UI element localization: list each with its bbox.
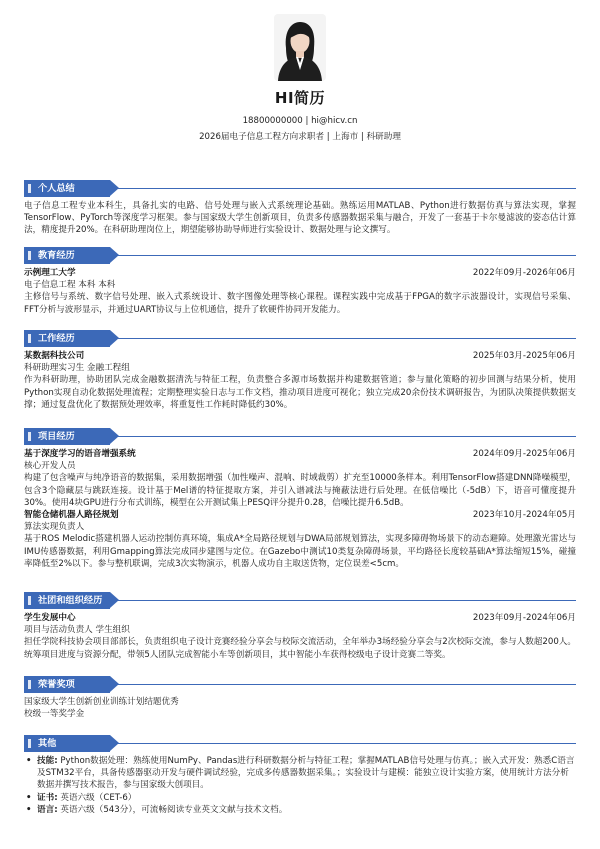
resume-header — [0, 14, 600, 143]
entry-date: 2022年09月-2026年06月 — [472, 268, 576, 278]
other-list — [24, 755, 576, 816]
section-marker-icon — [28, 432, 31, 441]
section-marker-icon — [28, 251, 31, 260]
section-title: 个人总结 — [24, 180, 110, 197]
section-header — [24, 330, 576, 347]
section-marker-icon — [28, 596, 31, 605]
entry-description: 构建了包含噪声与纯净语音的数据集，采用数据增强（加性噪声、混响、时域裁剪）扩充至10000条样本。利用TensorFlow搭建DNN降噪模型，包含3个隐藏层与跳跃连接。设计基于Mel谱的特征提取方案，并引入谱减法与掩蔽法进行后处理。在低信噪比（-5dB）下，语音可懂度提升30%。使用4块GPU进行分布式训练，模型在公开测试集上PESQ评分提升0.28，信噪比提升6.5dB。 — [24, 473, 576, 508]
section-work — [24, 330, 576, 411]
organization-name: 学生发展中心 — [24, 613, 76, 623]
section-other — [24, 735, 576, 816]
awards-list — [24, 696, 576, 720]
section-title: 荣誉奖项 — [24, 676, 110, 693]
item-label: 语言: — [37, 804, 58, 815]
degree-info: 电子信息工程 本科 本科 — [24, 280, 116, 291]
company-name: 某数据科技公司 — [24, 351, 85, 361]
item-text: 英语六级（543分），可流畅阅读专业英文文献与技术文档。 — [57, 804, 288, 815]
section-title: 社团和组织经历 — [24, 592, 110, 609]
section-marker-icon — [28, 334, 31, 343]
section-header — [24, 180, 576, 197]
contact-info: 18800000000 | hi@hicv.cn — [242, 116, 358, 127]
entry-description: 作为科研助理，协助团队完成金融数据清洗与特征工程，负责整合多源市场数据并构建数据管道；参与量化策略的初步回测与结果分析，使用Python实现自动化数据处理流程；定期整理实验日志与工作文档，推动项目进度可视化；独立完成20余份技术调研报告，为团队决策提供数据支撑；通过复盘优化了数据预处理效率，将重复性工作耗时降低约30%。 — [24, 375, 576, 410]
entry-date: 2023年10月-2024年05月 — [472, 510, 576, 521]
award-item: 国家级大学生创新创业训练计划结题优秀 — [24, 697, 179, 707]
entry-description: 基于ROS Melodic搭建机器人运动控制仿真环境，集成A*全局路径规划与DWA局部规划算法，实现多障碍物场景下的动态避障。处理激光雷达与IMU传感器数据，利用Gmapping算法完成同步建图与定位。在Gazebo中测试10类复杂障碍场景，平均路径长度较基础A*算法缩短15%，碰撞率降低至2%以下。参与整机联调，完成3次实物演示，机器人成功自主取送货物，定位误差<5cm。 — [24, 534, 576, 569]
list-item — [24, 804, 576, 816]
entry-date: 2025年03月-2025年06月 — [472, 351, 576, 361]
section-awards — [24, 676, 576, 720]
award-item: 校级一等奖学金 — [24, 709, 85, 720]
project-entry — [24, 448, 576, 509]
item-label: 技能: — [37, 756, 58, 766]
section-activities — [24, 592, 576, 661]
section-header — [24, 676, 576, 693]
section-header — [24, 428, 576, 445]
section-title: 工作经历 — [24, 330, 110, 347]
education-entry — [24, 267, 576, 316]
section-header — [24, 247, 576, 264]
work-entry — [24, 350, 576, 411]
project-name: 智能仓储机器人路径规划 — [24, 510, 119, 521]
section-title: 其他 — [24, 735, 110, 752]
project-name: 基于深度学习的语音增强系统 — [24, 449, 136, 459]
item-label: 证书: — [37, 792, 58, 803]
entry-description: 主修信号与系统、数字信号处理、嵌入式系统设计、数字图像处理等核心课程。课程实践中完成基于FPGA的数字示波器设计，实现信号采集、FFT分析与波形显示，并通过UART协议与上位机通信，提升了软硬件协同开发能力。 — [24, 292, 576, 315]
project-entry — [24, 509, 576, 570]
summary-text: 电子信息工程专业本科生，具备扎实的电路、信号处理与嵌入式系统理论基础。熟练运用MATLAB、Python进行数据仿真与算法实现，掌握TensorFlow、PyTorch等深度学习框架。参与国家级大学生创新项目，负责多传感器数据采集与融合，开发了一套基于卡尔曼滤波的姿态估计算法，精度提升20%。在科研助理岗位上，期望能够协助导师进行实验设计、数据处理与论文撰写。 — [24, 201, 576, 236]
job-role: 科研助理实习生 金融工程组 — [24, 363, 130, 374]
section-title: 项目经历 — [24, 428, 110, 445]
project-role: 核心开发人员 — [24, 461, 76, 472]
section-projects — [24, 428, 576, 570]
avatar-image — [274, 14, 326, 81]
entry-date: 2024年09月-2025年06月 — [472, 449, 576, 459]
section-summary — [24, 180, 576, 237]
job-intent: 2026届电子信息工程方向求职者 | 上海市 | 科研助理 — [199, 131, 401, 142]
section-header — [24, 735, 576, 752]
section-education — [24, 247, 576, 316]
item-text: 英语六级（CET-6） — [57, 792, 137, 803]
entry-date: 2023年09月-2024年06月 — [472, 613, 576, 623]
school-name: 示例理工大学 — [24, 268, 76, 278]
activity-entry — [24, 612, 576, 661]
list-item — [24, 755, 576, 792]
section-marker-icon — [28, 739, 31, 748]
item-text: Python数据处理：熟练使用NumPy、Pandas进行科研数据分析与特征工程；掌握MATLAB信号处理与仿真。；嵌入式开发：熟悉C语言及STM32平台，具备传感器驱动开发与硬件调试经验，完成多传感器数据采集。；实验设计与建模：能独立设计实验方案，使用统计方法分析数据并撰写技术报告，参与国家级大创项目。 — [37, 756, 575, 791]
profile-photo — [274, 14, 326, 81]
section-header — [24, 592, 576, 609]
activity-role: 项目与活动负责人 学生组织 — [24, 625, 130, 636]
project-role: 算法实现负责人 — [24, 522, 85, 533]
section-marker-icon — [28, 184, 31, 193]
section-title: 教育经历 — [24, 247, 110, 264]
entry-description: 担任学院科技协会项目部部长，负责组织电子设计竞赛经验分享会与校际交流活动，全年举办3场经验分享会与2次校际交流，参与人数超200人。统筹项目进度与资源分配，带领5人团队完成智能小车等创新项目，其中智能小车获得校级电子设计竞赛二等奖。 — [24, 637, 576, 660]
candidate-name: HI简历 — [274, 89, 326, 107]
section-marker-icon — [28, 680, 31, 689]
list-item — [24, 792, 576, 804]
